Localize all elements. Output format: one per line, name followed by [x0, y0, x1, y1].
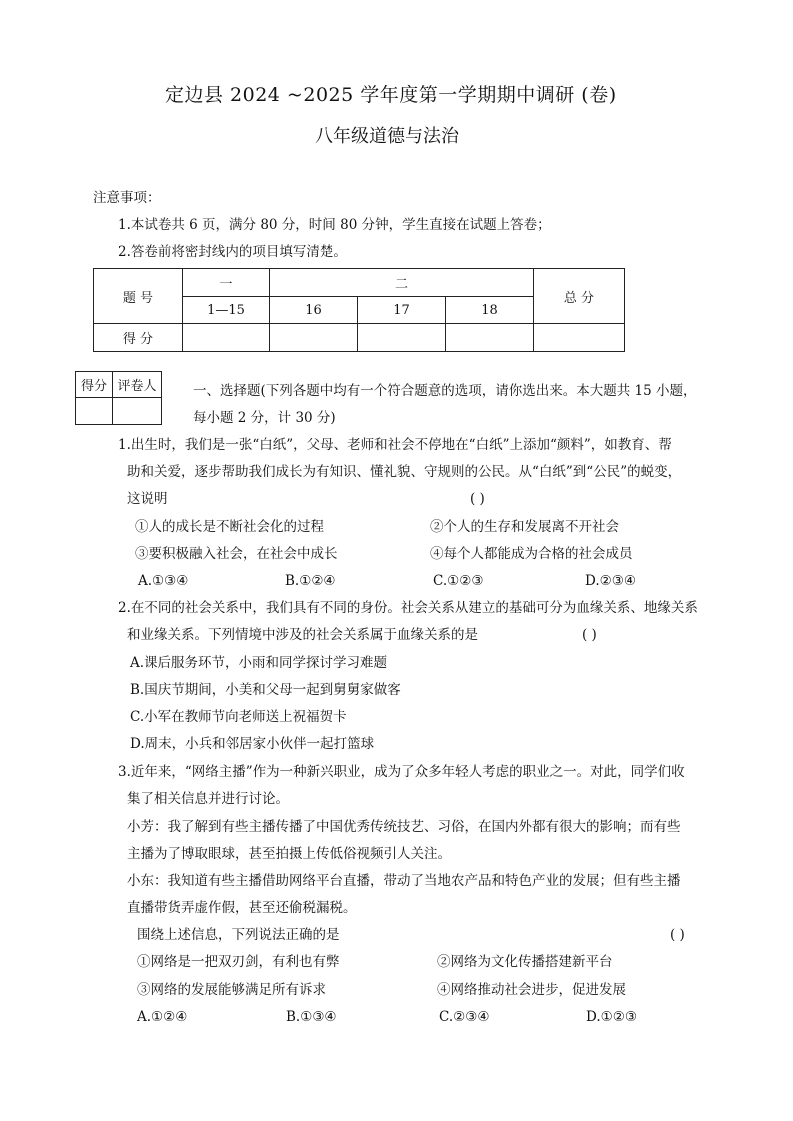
section-heading: 一、选择题(下列各题中均有一个符合题意的选项，请你选出来。本大题共 15 小题，: [193, 383, 697, 399]
exam-subtitle: 八年级道德与法治: [315, 126, 459, 147]
question-stem: 和业缘关系。下列情境中涉及的社会关系属于血缘关系的是: [127, 627, 478, 643]
option-d[interactable]: D.周末，小兵和邻居家小伙伴一起打篮球: [130, 736, 375, 752]
statement: ④网络推动社会进步，促进发展: [437, 982, 626, 998]
score-cell[interactable]: [270, 324, 358, 352]
option-a[interactable]: A.课后服务环节，小雨和同学探讨学习难题: [130, 655, 388, 671]
score-cell[interactable]: [446, 324, 534, 352]
dialog-line: 主播为了博取眼球，甚至拍摄上传低俗视频引人关注。: [127, 846, 451, 862]
option-b[interactable]: B.国庆节期间，小美和父母一起到舅舅家做客: [130, 682, 401, 698]
col-header: 16: [270, 297, 358, 324]
statement: ②网络为文化传播搭建新平台: [437, 954, 613, 970]
question-prompt: 围绕上述信息，下列说法正确的是: [137, 927, 340, 943]
option-d[interactable]: D.②③④: [585, 573, 636, 589]
question-stem: 2.在不同的社会关系中，我们具有不同的身份。社会关系从建立的基础可分为血缘关系、地缘关系: [118, 600, 698, 616]
question-stem: 助和关爱，逐步帮助我们成长为有知识、懂礼貌、守规则的公民。从“白纸”到“公民”的蜕变，: [127, 464, 682, 480]
statement: ①网络是一把双刃剑，有利也有弊: [137, 954, 340, 970]
notice-item: 1.本试卷共 6 页，满分 80 分，时间 80 分钟，学生直接在试题上答卷；: [118, 217, 551, 233]
grader-score-label: 得分: [76, 372, 113, 398]
dialog-line: 小东：我知道有些主播借助网络平台直播，带动了当地农产品和特色产业的发展；但有些主播: [127, 873, 681, 889]
option-a[interactable]: A.①②④: [137, 1009, 188, 1025]
statement: ①人的成长是不断社会化的过程: [135, 519, 324, 535]
question-stem: 3.近年来，“网络主播”作为一种新兴职业，成为了众多年轻人考虑的职业之一。对此，同学们收: [118, 764, 685, 780]
option-c[interactable]: C.小军在教师节向老师送上祝福贺卡: [130, 709, 347, 725]
exam-title: 定边县 2024 ~2025 学年度第一学期期中调研 (卷): [165, 84, 617, 106]
question-stem: 这说明: [127, 491, 168, 507]
statement: ③网络的发展能够满足所有诉求: [137, 982, 326, 998]
score-cell[interactable]: [534, 324, 625, 352]
score-table: [93, 268, 625, 352]
row-label-number: 题 号: [94, 269, 183, 324]
question-stem: 1.出生时，我们是一张“白纸”，父母、老师和社会不停地在“白纸”上添加“颜料”，如教育、帮: [118, 437, 672, 453]
option-c[interactable]: C.①②③: [433, 573, 484, 589]
row-label-score: 得 分: [94, 324, 183, 352]
dialog-line: 直播带货弄虚作假，甚至还偷税漏税。: [127, 900, 357, 916]
notice-item: 2.答卷前将密封线内的项目填写清楚。: [118, 244, 347, 260]
option-b[interactable]: B.①②④: [285, 573, 336, 589]
option-a[interactable]: A.①③④: [138, 573, 189, 589]
option-c[interactable]: C.②③④: [439, 1009, 490, 1025]
answer-blank[interactable]: ( ): [582, 627, 597, 643]
col-header: 1—15: [183, 297, 270, 324]
total-header: 总 分: [534, 269, 625, 324]
answer-blank[interactable]: ( ): [470, 491, 485, 507]
score-cell[interactable]: [358, 324, 446, 352]
section-two-header: 二: [270, 269, 534, 297]
grader-score-cell[interactable]: [76, 398, 113, 425]
option-b[interactable]: B.①③④: [286, 1009, 337, 1025]
option-d[interactable]: D.①②③: [586, 1009, 637, 1025]
statement: ②个人的生存和发展离不开社会: [430, 519, 619, 535]
answer-blank[interactable]: ( ): [670, 927, 685, 943]
section-heading: 每小题 2 分，计 30 分): [193, 410, 336, 426]
col-header: 18: [446, 297, 534, 324]
score-cell[interactable]: [183, 324, 270, 352]
notice-heading: 注意事项：: [93, 190, 161, 206]
grader-box: [75, 371, 162, 425]
dialog-line: 小芳：我了解到有些主播传播了中国优秀传统技艺、习俗，在国内外都有很大的影响；而有些: [127, 819, 681, 835]
grader-name-cell[interactable]: [113, 398, 162, 425]
statement: ④每个人都能成为合格的社会成员: [430, 546, 633, 562]
grader-label: 评卷人: [113, 372, 162, 398]
col-header: 17: [358, 297, 446, 324]
question-stem: 集了相关信息并进行讨论。: [127, 791, 289, 807]
statement: ③要积极融入社会，在社会中成长: [135, 546, 338, 562]
section-one-header: 一: [183, 269, 270, 297]
